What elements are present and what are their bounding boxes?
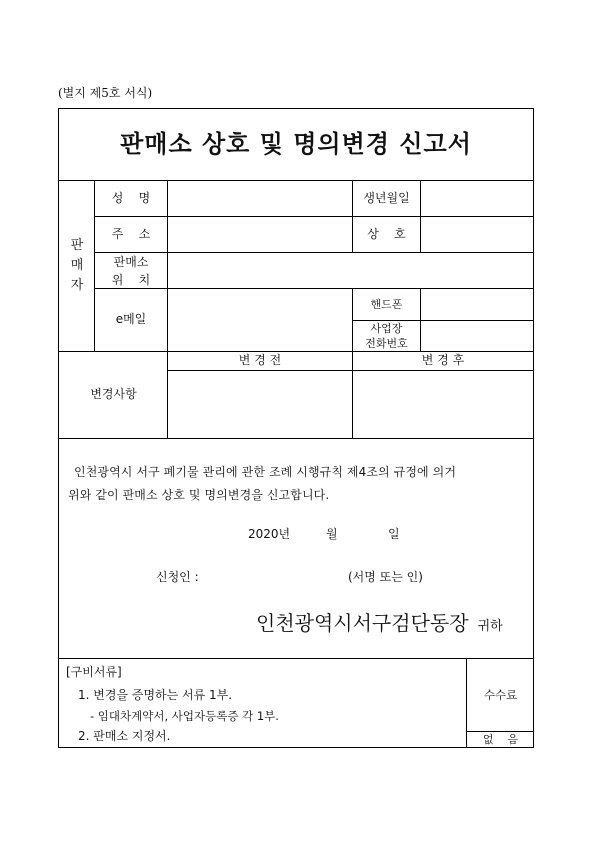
attachment-subitem: - 임대차계약서, 사업자등록증 각 1부. bbox=[90, 709, 279, 723]
name-label: 성 명 bbox=[111, 190, 151, 205]
office-phone-label-line: 전화번호 bbox=[365, 337, 408, 350]
section-divider bbox=[58, 658, 534, 659]
mobile-field[interactable] bbox=[421, 289, 533, 320]
recipient-suffix: 귀하 bbox=[477, 619, 503, 634]
declaration-text bbox=[68, 461, 520, 507]
applicant-label-char: 자 bbox=[70, 278, 84, 294]
attachment-item: 2. 판매소 지정서. bbox=[78, 729, 171, 743]
shop-location-field[interactable] bbox=[168, 253, 533, 288]
attachment-item: 1. 변경을 증명하는 서류 1부. bbox=[78, 688, 233, 702]
applicant-label-char: 매 bbox=[70, 257, 84, 273]
attachments-header: [구비서류] bbox=[66, 665, 122, 679]
declaration-line: 인천광역시 서구 폐기물 관리에 관한 조례 시행규칙 제4조의 규정에 의거 bbox=[74, 465, 457, 479]
address-label: 주 소 bbox=[111, 226, 151, 241]
shop-location-label-line: 판매소 bbox=[113, 254, 149, 269]
name-field[interactable] bbox=[168, 181, 352, 216]
signature-hint: (서명 또는 인) bbox=[348, 570, 423, 584]
birth-date-label: 생년월일 bbox=[363, 190, 410, 205]
before-change-field[interactable] bbox=[168, 371, 352, 438]
email-field[interactable] bbox=[168, 289, 352, 351]
office-phone-label bbox=[353, 321, 420, 351]
office-phone-label-line: 사업장 bbox=[370, 321, 403, 335]
recipient-office: 인천광역시서구검단동장 bbox=[256, 611, 469, 635]
changes-label: 변경사항 bbox=[90, 387, 137, 402]
birth-date-field[interactable] bbox=[421, 181, 533, 216]
office-phone-field[interactable] bbox=[421, 321, 533, 351]
declaration-line: 위와 같이 판매소 상호 및 명의변경을 신고합니다. bbox=[68, 488, 330, 502]
address-field[interactable] bbox=[168, 217, 352, 252]
mobile-label: 핸드폰 bbox=[370, 297, 403, 311]
applicant-label-char: 판 bbox=[70, 237, 84, 253]
before-change-label: 변 경 전 bbox=[238, 353, 282, 368]
fee-value: 없 음 bbox=[482, 732, 519, 746]
shop-location-label bbox=[95, 253, 167, 288]
trade-name-label: 상 호 bbox=[367, 226, 406, 241]
date-day-label: 일 bbox=[388, 527, 400, 541]
section-divider bbox=[58, 438, 534, 439]
after-change-field[interactable] bbox=[353, 371, 533, 438]
applicant-sign-label: 신청인 : bbox=[156, 570, 199, 584]
trade-name-field[interactable] bbox=[421, 217, 533, 252]
applicant-signature-field[interactable] bbox=[212, 564, 342, 584]
shop-location-label-line: 위 치 bbox=[111, 272, 151, 287]
applicant-section-label bbox=[60, 181, 94, 351]
fee-label: 수수료 bbox=[483, 687, 518, 702]
form-title: 판매소 상호 및 명의변경 신고서 bbox=[120, 129, 472, 158]
date-month-label: 월 bbox=[326, 527, 338, 541]
recipient-line bbox=[256, 607, 503, 636]
form-reference: (별지 제5호 서식) bbox=[58, 86, 153, 100]
email-label: e메일 bbox=[115, 312, 147, 327]
after-change-label: 변 경 후 bbox=[421, 353, 465, 368]
date-year: 2020년 bbox=[248, 527, 291, 541]
